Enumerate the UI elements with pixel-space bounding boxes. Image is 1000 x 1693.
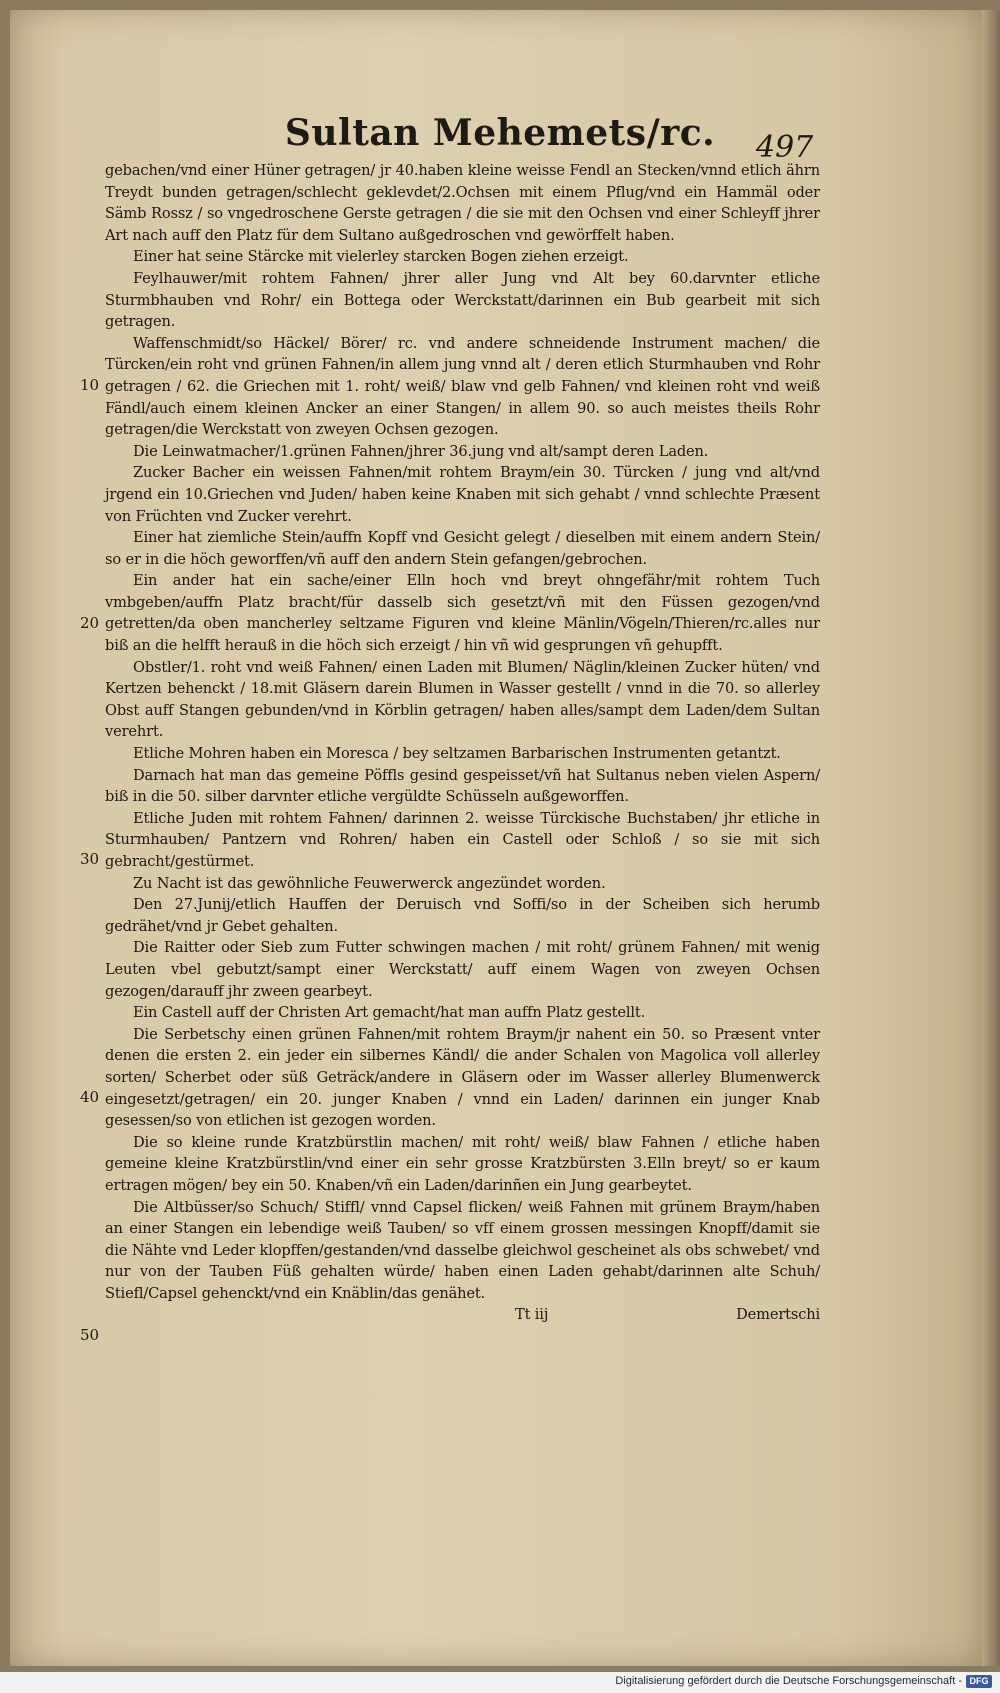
paragraph: Die Raitter oder Sieb zum Futter schwingen machen / mit roht/ grünem Fahnen/ mit wenig Leuten vbel gebutzt/sampt einer Werckstatt/ auff einem Wagen von zweyen Ochsen gezogen/darauff jhr zween gearbeyt.: [105, 939, 820, 1000]
paragraph: Zu Nacht ist das gewöhnliche Feuwerwerck angezündet worden.: [133, 874, 606, 892]
paragraph: Waffenschmidt/so Häckel/ Börer/ rc. vnd andere schneidende Instrument machen/ die Türcken/ein roht vnd grünen Fahnen/in allem jung vnnd alt / deren etlich Sturmhauben vnd Rohr getragen / 62. die Griechen mit 1. roht/ weiß/ blaw vnd gelb Fahnen/ vnd kleinen roht vnd weiß Fändl/auch einem kleinen Ancker an einer Stangen/ in allem 90. so auch meistes theils Rohr getragen/die Werckstatt von zweyen Ochsen gezogen.: [105, 334, 820, 439]
body-text: [105, 160, 820, 1326]
paragraph: Die Serbetschy einen grünen Fahnen/mit rohtem Braym/jr nahent ein 50. so Præsent vnter denen die ersten 2. ein jeder ein silbernes Kändl/ die ander Schalen von Magolica voll allerley sorten/ Scherbet oder süß Geträck/andere in Gläsern oder im Wasser allerley Blumenwerck eingesetzt/getragen/ ein 20. junger Knaben / vnnd ein Laden/ darinnen ein junger Knab gesessen/so von etlichen ist gezogen worden.: [105, 1025, 820, 1130]
catchword: Demertschi: [736, 1306, 820, 1324]
paragraph: Einer hat seine Stärcke mit vielerley starcken Bogen ziehen erzeigt.: [133, 248, 629, 266]
signature-mark: Tt iij: [515, 1306, 549, 1324]
paragraph: Die Altbüsser/so Schuch/ Stiffl/ vnnd Capsel flicken/ weiß Fahnen mit grünem Braym/haben an einer Stangen ein lebendige weiß Tauben/ so vff einem grossen messingen Knopff/damit sie die Nähte vnd Leder klopffen/gestanden/vnd dasselbe gleichwol gescheinet als obs schwebet/ vnd nur von der Tauben Füß gehalten würde/ haben einen Laden gehabt/darinnen alte Schuh/ Stiefl/Capsel gehenckt/vnd ein Knäblin/das genähet.: [105, 1198, 820, 1302]
paragraph: Ein Castell auff der Christen Art gemacht/hat man auffn Platz gestellt.: [133, 1004, 646, 1022]
paragraph: Die Leinwatmacher/1.grünen Fahnen/jhrer 36.jung vnd alt/sampt deren Laden.: [133, 442, 709, 460]
signature-line: [105, 1304, 820, 1326]
paragraph: Ein ander hat ein sache/einer Elln hoch vnd breyt ohngefähr/mit rohtem Tuch vmbgeben/auffn Platz bracht/für dasselb sich gesetzt/vñ mit den Füssen gezogen/vnd getretten/da oben mancherley seltzame Figuren vnd kleine Mänlin/Vögeln/Thieren/rc.alles nur biß an die helfft herauß in die höch sich erzeigt / hin vñ wid gesprungen vñ gehupfft.: [105, 572, 820, 655]
page-number: 497: [756, 130, 814, 165]
dfg-logo: DFG: [966, 1675, 992, 1688]
paragraph: Zucker Bacher ein weissen Fahnen/mit rohtem Braym/ein 30. Türcken / jung vnd alt/vnd jrgend ein 10.Griechen vnd Juden/ haben keine Knaben mit sich gehabt / vnnd schlechte Præsent von Früchten vnd Zucker verehrt.: [105, 464, 820, 525]
line-number: 40: [80, 1088, 100, 1106]
line-number: 10: [80, 376, 100, 394]
line-number: 20: [80, 614, 100, 632]
paragraph: Etliche Mohren haben ein Moresca / bey seltzamen Barbarischen Instrumenten getantzt.: [133, 745, 781, 763]
paragraph: gebachen/vnd einer Hüner getragen/ jr 40.haben kleine weisse Fendl an Stecken/vnnd etlich ährn Treydt bunden getragen/schlecht geklevdet/2.Ochsen mit einem Pflug/vnd ein Hammäl oder Sämb Rossz / so vngedroschene Gerste getragen / die sie mit den Ochsen vnd einer Schleyff jhrer Art nach auff den Platz für dem Sultano außgedroschen vnd gewörffelt haben.: [105, 162, 820, 244]
paragraph: Darnach hat man das gemeine Pöffls gesind gespeisset/vñ hat Sultanus neben vielen Aspern/ biß in die 50. silber darvnter etliche vergüldte Schüsseln außgeworffen.: [105, 766, 820, 806]
line-number: 30: [80, 850, 100, 868]
paragraph: Die so kleine runde Kratzbürstlin machen/ mit roht/ weiß/ blaw Fahnen / etliche haben gemeine kleine Kratzbürstlin/vnd einer ein sehr grosse Kratzbürsten 3.Elln breyt/ so er kaum ertragen mögen/ bey ein 50. Knaben/vñ ein Laden/darinñen ein Jung gearbeytet.: [105, 1133, 820, 1194]
paragraph: Etliche Juden mit rohtem Fahnen/ darinnen 2. weisse Türckische Buchstaben/ jhr etliche in Sturmhauben/ Pantzern vnd Rohren/ haben ein Castell oder Schloß / so sie mit sich gebracht/gestürmet.: [105, 809, 820, 870]
paragraph: Den 27.Junij/etlich Hauffen der Deruisch vnd Soffi/so in der Scheiben sich herumb gedrähet/vnd jr Gebet gehalten.: [105, 896, 820, 935]
line-number: 50: [80, 1326, 100, 1344]
paragraph: Einer hat ziemliche Stein/auffn Kopff vnd Gesicht gelegt / dieselben mit einem andern Stein/ so er in die höch geworffen/vñ auff den andern Stein gefangen/gebrochen.: [105, 529, 820, 568]
paragraph: Obstler/1. roht vnd weiß Fahnen/ einen Laden mit Blumen/ Näglin/kleinen Zucker hüten/ vnd Kertzen behenckt / 18.mit Gläsern darein Blumen in Wasser gestellt / vnnd in die 70. so allerley Obst auff Stangen gebunden/vnd in Körblin getragen/ haben alles/sampt dem Laden/dem Sultan verehrt.: [105, 658, 820, 741]
running-head: Sultan Mehemets/rc.: [284, 112, 716, 154]
page-edge: [982, 10, 1000, 1666]
paragraph: Feylhauwer/mit rohtem Fahnen/ jhrer aller Jung vnd Alt bey 60.darvnter etliche Sturmbhauben vnd Rohr/ ein Bottega oder Werckstatt/darinnen ein Bub gearbeit mit sich getragen.: [105, 269, 820, 331]
digitization-notice: Digitalisierung gefördert durch die Deutsche Forschungsgemeinschaft -: [615, 1675, 962, 1687]
